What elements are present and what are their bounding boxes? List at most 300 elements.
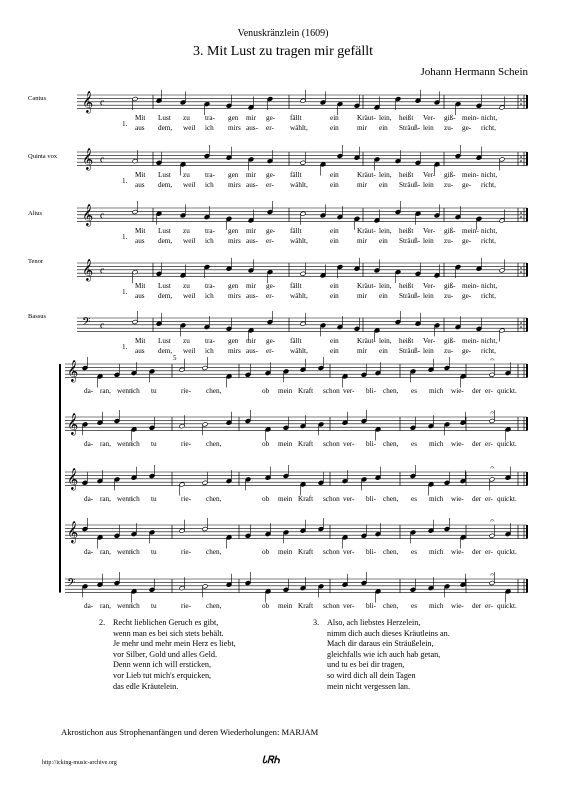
archive-logo: ᏓᏒᏂ — [262, 755, 280, 766]
lyric-syllable: fällt — [290, 282, 302, 290]
piece-title: 3. Mit Lust zu tragen mir gefällt — [192, 44, 373, 59]
lyric-syllable: rie- — [181, 602, 191, 610]
lyric-syllable: lein, — [379, 337, 392, 345]
lyric-syllable: zu — [183, 171, 190, 179]
lyric-syllable: richt, — [481, 181, 496, 189]
treble-clef: 𝄞 — [82, 205, 94, 226]
lyric-syllable: tra- — [205, 114, 215, 122]
treble-clef: 𝄞 — [67, 414, 79, 435]
lyric-syllable: ich — [205, 237, 214, 245]
lyric-syllable: Ver- — [423, 227, 436, 235]
treble-clef: 𝄞 — [82, 149, 94, 170]
lyric-syllable: bli- — [366, 602, 376, 610]
voice-name-cantus: Cantus — [28, 95, 47, 102]
lyric-syllable: mein- — [462, 282, 479, 290]
repeat-dot — [520, 322, 522, 324]
lyric-syllable: mir — [246, 114, 256, 122]
lyric-syllable: schon — [323, 440, 340, 448]
lyric-syllable: dem, — [158, 292, 173, 300]
lyric-syllable: chen, — [206, 495, 222, 503]
lyric-syllable: fällt — [290, 337, 302, 345]
lyric-syllable: mein — [278, 548, 293, 556]
lyric-syllable: wählt, — [290, 347, 308, 355]
lyric-syllable: chen, — [206, 548, 222, 556]
verse-number: 1. — [122, 177, 128, 185]
lyric-syllable: wenn — [117, 495, 133, 503]
stanza-line: Je mehr und mehr mein Herz es liebt, — [113, 639, 236, 649]
lyric-syllable: er- — [266, 237, 274, 245]
lyric-syllable: lein — [423, 181, 434, 189]
stanza-line: mein nicht vergessen lan. — [327, 681, 411, 691]
lyric-syllable: ein — [379, 181, 388, 189]
lyric-syllable: wie- — [451, 387, 464, 395]
lyric-syllable: wenn — [117, 602, 133, 610]
lyric-syllable: richt, — [481, 292, 496, 300]
lyric-syllable: dem, — [158, 237, 173, 245]
lyric-syllable: quickt. — [497, 440, 517, 448]
lyric-syllable: wenn — [117, 548, 133, 556]
lyric-syllable: ver- — [343, 440, 355, 448]
stanza-3 — [313, 618, 450, 692]
lyric-syllable: zu — [183, 337, 190, 345]
repeat-dot — [520, 212, 522, 214]
lyric-syllable: giß- — [444, 171, 456, 179]
lyric-syllable: aus- — [246, 124, 258, 132]
lyric-syllable: mir — [357, 292, 367, 300]
treble-clef: 𝄞 — [82, 260, 94, 281]
lyric-syllable: tra- — [205, 337, 215, 345]
lyric-syllable: lein, — [379, 282, 392, 290]
lyric-syllable: aus- — [246, 292, 258, 300]
lyric-syllable: es — [411, 387, 417, 395]
lyric-syllable: bli- — [366, 495, 376, 503]
lyric-syllable: schon — [323, 387, 340, 395]
lyric-syllable: er- — [485, 495, 493, 503]
lyric-syllable: gen — [228, 114, 239, 122]
lyric-syllable: zu — [183, 114, 190, 122]
lyric-syllable: ein — [379, 292, 388, 300]
lyric-syllable: Kräut- — [357, 227, 376, 235]
voice-name-altus: Altus — [28, 210, 43, 217]
lyric-syllable: lein — [423, 347, 434, 355]
lyric-syllable: ich — [131, 440, 140, 448]
time-signature: c — [100, 210, 105, 222]
repeat-dot — [520, 271, 522, 273]
lyric-syllable: tu — [151, 602, 157, 610]
lyric-syllable: ge- — [462, 292, 472, 300]
stanza-line: vor Lieb tut mich's erquicken, — [113, 670, 212, 680]
stanza-line: nimm dich auch dieses Kräutleins an. — [327, 628, 450, 638]
lyric-syllable: ich — [131, 548, 140, 556]
lyric-syllable: aus — [135, 237, 145, 245]
fermata: 𝄐 — [490, 463, 495, 472]
lyric-syllable: mirs — [228, 292, 241, 300]
lyric-syllable: er- — [266, 181, 274, 189]
verse-number: 1. — [122, 120, 128, 128]
lyric-syllable: Ver- — [423, 114, 436, 122]
lyric-syllable: Ver- — [423, 282, 436, 290]
treble-clef: 𝄞 — [82, 92, 94, 113]
lyric-syllable: Mit — [135, 171, 146, 179]
stanza-line: und tu es bei dir tragen, — [327, 660, 405, 670]
lyric-syllable: weil — [183, 347, 196, 355]
source-url[interactable]: http://icking-music-archive.org — [42, 760, 117, 766]
lyric-syllable: zu- — [444, 292, 454, 300]
lyric-syllable: chen, — [383, 495, 399, 503]
lyric-syllable: der — [472, 548, 482, 556]
lyric-syllable: ich — [131, 495, 140, 503]
lyric-syllable: giß- — [444, 227, 456, 235]
treble-clef: 𝄞 — [67, 469, 79, 490]
treble-clef: 𝄞 — [67, 361, 79, 382]
lyric-syllable: Lust — [158, 282, 171, 290]
lyric-syllable: wählt, — [290, 292, 308, 300]
stanza-number: 3. — [313, 618, 320, 627]
lyric-syllable: ge- — [462, 181, 472, 189]
lyric-syllable: weil — [183, 237, 196, 245]
stanza-line: das edle Kräutelein. — [113, 681, 179, 691]
lyric-syllable: er- — [485, 387, 493, 395]
fermata: 𝄐 — [490, 570, 495, 579]
lyric-syllable: tra- — [205, 171, 215, 179]
lyric-syllable: zu — [183, 282, 190, 290]
lyric-syllable: bli- — [366, 440, 376, 448]
lyric-syllable: Kraft — [298, 602, 314, 610]
lyric-syllable: aus — [135, 347, 145, 355]
lyric-syllable: nicht, — [481, 337, 498, 345]
bass-clef: 𝄢 — [82, 315, 91, 330]
lyric-syllable: fällt — [290, 171, 302, 179]
lyric-syllable: richt, — [481, 237, 496, 245]
lyric-syllable: bli- — [366, 387, 376, 395]
lyric-syllable: mich — [429, 548, 444, 556]
treble-clef: 𝄞 — [67, 522, 79, 543]
lyric-syllable: er- — [485, 548, 493, 556]
lyric-syllable: es — [411, 495, 417, 503]
lyric-syllable: Sträuß- — [399, 292, 421, 300]
lyric-syllable: ver- — [343, 602, 355, 610]
lyric-syllable: ein — [330, 171, 339, 179]
lyric-syllable: mir — [246, 171, 256, 179]
lyric-syllable: ge- — [462, 124, 472, 132]
lyric-syllable: Mit — [135, 227, 146, 235]
lyric-syllable: der — [472, 440, 482, 448]
measure-number: 5 — [173, 354, 177, 362]
lyric-syllable: Lust — [158, 337, 171, 345]
lyric-syllable: chen, — [383, 602, 399, 610]
lyric-syllable: ich — [205, 124, 214, 132]
lyric-syllable: ein — [330, 292, 339, 300]
lyric-syllable: ge- — [266, 227, 276, 235]
lyric-syllable: chen, — [206, 440, 222, 448]
lyric-syllable: mein — [278, 387, 293, 395]
lyric-syllable: der — [472, 387, 482, 395]
lyric-syllable: ran, — [100, 602, 111, 610]
lyric-syllable: mir — [357, 237, 367, 245]
lyric-syllable: ver- — [343, 387, 355, 395]
lyric-syllable: da- — [84, 440, 94, 448]
lyric-syllable: da- — [84, 602, 94, 610]
lyric-syllable: tu — [151, 440, 157, 448]
stanza-line: Mach dir daraus ein Sträußelein, — [327, 639, 434, 649]
lyric-syllable: mich — [429, 602, 444, 610]
lyric-syllable: heißt — [399, 282, 414, 290]
stanza-line: Denn wenn ich will ersticken, — [113, 660, 211, 670]
lyric-syllable: rie- — [181, 387, 191, 395]
lyric-syllable: mich — [429, 387, 444, 395]
lyric-syllable: dem, — [158, 181, 173, 189]
lyric-syllable: ge- — [266, 171, 276, 179]
lyric-syllable: wenn — [117, 440, 133, 448]
lyric-syllable: tu — [151, 548, 157, 556]
lyric-syllable: ge- — [266, 337, 276, 345]
lyric-syllable: wie- — [451, 495, 464, 503]
lyric-syllable: Ver- — [423, 171, 436, 179]
lyric-syllable: Lust — [158, 171, 171, 179]
lyric-syllable: ran, — [100, 387, 111, 395]
time-signature: c — [100, 320, 105, 332]
verse-number: 1. — [122, 233, 128, 241]
repeat-dot — [520, 99, 522, 101]
lyric-syllable: dem, — [158, 347, 173, 355]
lyric-syllable: lein, — [379, 227, 392, 235]
lyric-syllable: wie- — [451, 548, 464, 556]
lyric-syllable: mein — [278, 440, 293, 448]
lyric-syllable: schon — [323, 602, 340, 610]
lyric-syllable: zu- — [444, 347, 454, 355]
lyric-syllable: mein — [278, 602, 293, 610]
repeat-dot — [520, 160, 522, 162]
lyric-syllable: gen — [228, 171, 239, 179]
lyric-syllable: ich — [205, 292, 214, 300]
lyric-syllable: quickt. — [497, 548, 517, 556]
lyric-syllable: es — [411, 602, 417, 610]
lyric-syllable: ran, — [100, 495, 111, 503]
lyric-syllable: ein — [330, 282, 339, 290]
voice-name-quinta-vox: Quinta vox — [28, 153, 58, 160]
lyric-syllable: ein — [379, 124, 388, 132]
lyric-syllable: fällt — [290, 227, 302, 235]
lyric-syllable: ein — [330, 337, 339, 345]
lyric-syllable: aus — [135, 181, 145, 189]
lyric-syllable: ein — [330, 114, 339, 122]
lyric-syllable: weil — [183, 124, 196, 132]
verse-number: 1. — [122, 288, 128, 296]
lyric-syllable: der — [472, 495, 482, 503]
lyric-syllable: mirs — [228, 181, 241, 189]
lyric-syllable: lein, — [379, 171, 392, 179]
lyric-syllable: nicht, — [481, 282, 498, 290]
lyric-syllable: mein- — [462, 227, 479, 235]
time-signature: c — [100, 154, 105, 166]
lyric-syllable: lein — [423, 237, 434, 245]
lyric-syllable: giß- — [444, 114, 456, 122]
repeat-dot — [520, 216, 522, 218]
lyric-syllable: ge- — [266, 114, 276, 122]
lyric-syllable: aus- — [246, 237, 258, 245]
lyric-syllable: mir — [246, 337, 256, 345]
repeat-dot — [520, 103, 522, 105]
lyric-syllable: Ver- — [423, 337, 436, 345]
lyric-syllable: rie- — [181, 548, 191, 556]
lyric-syllable: ein — [330, 227, 339, 235]
lyric-syllable: mirs — [228, 347, 241, 355]
lyric-syllable: der — [472, 602, 482, 610]
lyric-syllable: er- — [266, 292, 274, 300]
lyric-syllable: chen, — [206, 387, 222, 395]
lyric-syllable: Sträuß- — [399, 124, 421, 132]
stanza-number: 2. — [99, 618, 106, 627]
lyric-syllable: ein — [330, 347, 339, 355]
repeat-dot — [520, 326, 522, 328]
lyric-syllable: Sträuß- — [399, 347, 421, 355]
lyric-syllable: Mit — [135, 337, 146, 345]
lyric-syllable: mir — [357, 124, 367, 132]
lyric-syllable: Kraft — [298, 495, 314, 503]
lyric-syllable: ich — [205, 181, 214, 189]
lyric-syllable: weil — [183, 181, 196, 189]
lyric-syllable: Mit — [135, 282, 146, 290]
lyric-syllable: nicht, — [481, 227, 498, 235]
lyric-syllable: lein — [423, 124, 434, 132]
lyric-syllable: wählt, — [290, 124, 308, 132]
stanza-line: gleichfalls wie ich auch hab getan, — [327, 649, 441, 659]
lyric-syllable: ge- — [462, 347, 472, 355]
lyric-syllable: zu — [183, 227, 190, 235]
lyric-syllable: er- — [266, 347, 274, 355]
lyric-syllable: ran, — [100, 548, 111, 556]
lyric-syllable: quickt. — [497, 387, 517, 395]
lyric-syllable: Kräut- — [357, 171, 376, 179]
lyric-syllable: ein — [330, 237, 339, 245]
verse-number: 1. — [122, 343, 128, 351]
lyric-syllable: quickt. — [497, 602, 517, 610]
lyric-syllable: Sträuß- — [399, 181, 421, 189]
time-signature: c — [100, 265, 105, 277]
voice-name-tenor: Tenor — [28, 258, 44, 265]
lyric-syllable: tu — [151, 387, 157, 395]
lyric-syllable: mein- — [462, 114, 479, 122]
lyric-syllable: aus- — [246, 347, 258, 355]
lyric-syllable: ein — [330, 124, 339, 132]
lyric-syllable: Kräut- — [357, 337, 376, 345]
lyric-syllable: aus — [135, 292, 145, 300]
lyric-syllable: ich — [131, 602, 140, 610]
lyric-syllable: dem, — [158, 124, 173, 132]
lyric-syllable: heißt — [399, 171, 414, 179]
lyric-syllable: wenn — [117, 387, 133, 395]
lyric-syllable: wählt, — [290, 237, 308, 245]
repeat-dot — [520, 267, 522, 269]
acrostic-note: Akrostichon aus Strophenanfängen und deren Wiederholungen: MARJAM — [61, 727, 319, 737]
lyric-syllable: mir — [246, 282, 256, 290]
stanza-line: Recht lieblichen Geruch es gibt, — [113, 618, 219, 627]
lyric-syllable: rie- — [181, 495, 191, 503]
lyric-syllable: heißt — [399, 227, 414, 235]
lyric-syllable: mir — [357, 181, 367, 189]
stanza-line: wenn man es bei sich stets behält. — [113, 628, 224, 638]
lyric-syllable: gen — [228, 227, 239, 235]
lyric-syllable: bli- — [366, 548, 376, 556]
lyric-syllable: richt, — [481, 124, 496, 132]
lyric-syllable: wie- — [451, 602, 464, 610]
composer-name: Johann Hermann Schein — [420, 66, 528, 78]
lyric-syllable: zu- — [444, 124, 454, 132]
lyric-syllable: es — [411, 548, 417, 556]
lyric-syllable: rie- — [181, 440, 191, 448]
collection-title: Venuskränzlein (1609) — [237, 28, 329, 39]
lyric-syllable: zu- — [444, 181, 454, 189]
lyric-syllable: chen, — [206, 602, 222, 610]
lyric-syllable: ob — [262, 548, 270, 556]
lyric-syllable: chen, — [383, 440, 399, 448]
lyric-syllable: mein — [278, 495, 293, 503]
lyric-syllable: ob — [262, 440, 270, 448]
lyric-syllable: Mit — [135, 114, 146, 122]
lyric-syllable: ob — [262, 602, 270, 610]
lyric-syllable: mirs — [228, 124, 241, 132]
lyric-syllable: tu — [151, 495, 157, 503]
lyric-syllable: giß- — [444, 337, 456, 345]
lyric-syllable: heißt — [399, 337, 414, 345]
lyric-syllable: ran, — [100, 440, 111, 448]
voice-name-bassus: Bassus — [28, 313, 47, 320]
fermata: 𝄐 — [490, 516, 495, 525]
lyric-syllable: aus- — [246, 181, 258, 189]
lyric-syllable: ein — [330, 181, 339, 189]
lyric-syllable: chen, — [383, 548, 399, 556]
bass-clef: 𝄢 — [67, 576, 76, 591]
lyric-syllable: Kräut- — [357, 282, 376, 290]
lyric-syllable: mich — [429, 495, 444, 503]
lyric-syllable: schon — [323, 495, 340, 503]
lyric-syllable: er- — [266, 124, 274, 132]
lyric-syllable: ver- — [343, 548, 355, 556]
lyric-syllable: quickt. — [497, 495, 517, 503]
lyric-syllable: da- — [84, 387, 94, 395]
stanza-line: so wird dich all dein Tagen — [327, 670, 416, 680]
lyric-syllable: chen, — [383, 387, 399, 395]
repeat-dot — [520, 156, 522, 158]
stanza-line: vor Silber, Gold und alles Geld. — [113, 649, 218, 659]
stanza-line: Also, ach liebstes Herzelein, — [327, 618, 421, 627]
lyric-syllable: Kräut- — [357, 114, 376, 122]
lyric-syllable: gen — [228, 282, 239, 290]
lyric-syllable: ob — [262, 387, 270, 395]
lyric-syllable: ob — [262, 495, 270, 503]
lyric-syllable: fällt — [290, 114, 302, 122]
lyric-syllable: tra- — [205, 282, 215, 290]
lyric-syllable: ich — [131, 387, 140, 395]
lyric-syllable: er- — [485, 602, 493, 610]
lyric-syllable: heißt — [399, 114, 414, 122]
lyric-syllable: ge- — [266, 282, 276, 290]
lyric-syllable: Kraft — [298, 440, 314, 448]
lyric-syllable: nicht, — [481, 171, 498, 179]
stanza-2 — [99, 618, 236, 692]
lyric-syllable: da- — [84, 548, 94, 556]
lyric-syllable: Lust — [158, 114, 171, 122]
lyric-syllable: wie- — [451, 440, 464, 448]
lyric-syllable: mir — [357, 347, 367, 355]
lyric-syllable: zu- — [444, 237, 454, 245]
lyric-syllable: schon — [323, 548, 340, 556]
lyric-syllable: richt, — [481, 347, 496, 355]
lyric-syllable: tra- — [205, 227, 215, 235]
lyric-syllable: nicht, — [481, 114, 498, 122]
lyric-syllable: es — [411, 440, 417, 448]
lyric-syllable: gen — [228, 337, 239, 345]
